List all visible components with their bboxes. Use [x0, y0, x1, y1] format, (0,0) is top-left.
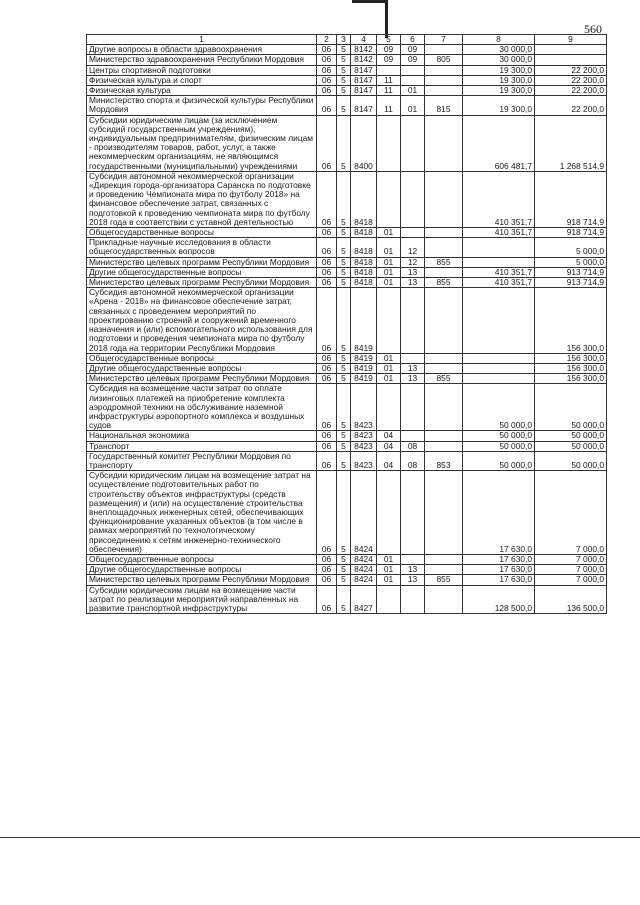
- col-5-cell: 11: [377, 75, 401, 85]
- page-bottom-rule: [0, 837, 640, 838]
- col-3-cell: 5: [337, 238, 351, 257]
- col-3-cell: 5: [337, 278, 351, 288]
- row-name-cell: Субсидии юридическим лицам на возмещение части затрат по реализации мероприятий направленных на развитие транспортной инфраструктуры: [87, 585, 317, 614]
- col-6-cell: 12: [401, 238, 425, 257]
- col-9-amount-cell: 50 000,0: [535, 431, 607, 441]
- col-3-cell: 5: [337, 353, 351, 363]
- col-4-cell: 8147: [351, 75, 377, 85]
- col-7-cell: 853: [425, 451, 463, 470]
- row-name-cell: Другие общегосударственные вопросы: [87, 267, 317, 277]
- row-name-cell: Другие общегосударственные вопросы: [87, 363, 317, 373]
- col-4-cell: 8424: [351, 554, 377, 564]
- row-name-cell: Центры спортивной подготовки: [87, 65, 317, 75]
- col-8-amount-cell: 50 000,0: [463, 431, 535, 441]
- column-header-7: 7: [425, 35, 463, 45]
- col-4-cell: 8147: [351, 65, 377, 75]
- col-9-amount-cell: 22 200,0: [535, 86, 607, 96]
- col-2-cell: 06: [317, 441, 337, 451]
- column-header-9: 9: [535, 35, 607, 45]
- col-8-amount-cell: 410 351,7: [463, 267, 535, 277]
- col-2-cell: 06: [317, 257, 337, 267]
- col-4-cell: 8418: [351, 171, 377, 227]
- col-7-cell: [425, 431, 463, 441]
- col-6-cell: 13: [401, 374, 425, 384]
- col-2-cell: 06: [317, 363, 337, 373]
- col-7-cell: [425, 267, 463, 277]
- row-name-cell: Субсидии юридическим лицам (за исключением субсидий государственным учреждениям), индивидуальным предпринимателям, физическим лицам - производителям товаров, работ, услуг, а также некоммерческим организациям, не являющимся государственными (муниципальными) учреждениями: [87, 115, 317, 171]
- col-2-cell: 06: [317, 384, 337, 431]
- col-4-cell: 8424: [351, 565, 377, 575]
- col-5-cell: 01: [377, 267, 401, 277]
- row-name-cell: Другие общегосударственные вопросы: [87, 565, 317, 575]
- col-5-cell: 01: [377, 374, 401, 384]
- col-9-amount-cell: [535, 55, 607, 65]
- col-7-cell: [425, 228, 463, 238]
- table-row: [87, 384, 607, 431]
- col-5-cell: 11: [377, 86, 401, 96]
- col-9-amount-cell: 22 200,0: [535, 75, 607, 85]
- col-7-cell: [425, 86, 463, 96]
- col-5-cell: 01: [377, 238, 401, 257]
- col-7-cell: [425, 554, 463, 564]
- col-8-amount-cell: [463, 257, 535, 267]
- table-row: [87, 55, 607, 65]
- col-5-cell: [377, 471, 401, 555]
- table-row: [87, 431, 607, 441]
- col-9-amount-cell: [535, 45, 607, 55]
- col-4-cell: 8400: [351, 115, 377, 171]
- table-body: [87, 45, 607, 614]
- col-6-cell: [401, 75, 425, 85]
- row-name-cell: Субсидия автономной некоммерческой организации «Арена - 2018» на финансовое обеспечение затрат, связанных с проведением мероприятий по проектированию строений и сооружений временного назначения и (или) вспомогательного использования для подготовки и проведения чемпионата мира по футболу 2018 года на территории Республики Мордовия: [87, 288, 317, 353]
- col-9-amount-cell: 913 714,9: [535, 267, 607, 277]
- table-row: [87, 471, 607, 555]
- col-6-cell: 12: [401, 257, 425, 267]
- table-row: [87, 45, 607, 55]
- col-7-cell: 855: [425, 575, 463, 585]
- col-3-cell: 5: [337, 96, 351, 115]
- col-5-cell: 04: [377, 431, 401, 441]
- col-3-cell: 5: [337, 575, 351, 585]
- col-9-amount-cell: 7 000,0: [535, 554, 607, 564]
- scan-mark-top: [352, 0, 386, 3]
- col-3-cell: 5: [337, 115, 351, 171]
- column-header-3: 3: [337, 35, 351, 45]
- col-5-cell: 01: [377, 278, 401, 288]
- col-9-amount-cell: 5 000,0: [535, 257, 607, 267]
- budget-table: [86, 34, 607, 614]
- row-name-cell: Прикладные научные исследования в области общегосударственных вопросов: [87, 238, 317, 257]
- col-4-cell: 8419: [351, 353, 377, 363]
- col-8-amount-cell: [463, 238, 535, 257]
- col-7-cell: [425, 471, 463, 555]
- col-6-cell: [401, 471, 425, 555]
- col-5-cell: 01: [377, 228, 401, 238]
- col-4-cell: 8418: [351, 228, 377, 238]
- table-row: [87, 585, 607, 614]
- col-4-cell: 8423: [351, 431, 377, 441]
- table-row: [87, 65, 607, 75]
- col-5-cell: 09: [377, 55, 401, 65]
- col-5-cell: 01: [377, 565, 401, 575]
- col-3-cell: 5: [337, 288, 351, 353]
- row-name-cell: Другие вопросы в области здравоохранения: [87, 45, 317, 55]
- col-8-amount-cell: 128 500,0: [463, 585, 535, 614]
- col-4-cell: 8142: [351, 45, 377, 55]
- col-8-amount-cell: 30 000,0: [463, 55, 535, 65]
- col-4-cell: 8147: [351, 86, 377, 96]
- column-header-6: 6: [401, 35, 425, 45]
- row-name-cell: Общегосударственные вопросы: [87, 353, 317, 363]
- col-2-cell: 06: [317, 278, 337, 288]
- table-row: [87, 238, 607, 257]
- col-2-cell: 06: [317, 267, 337, 277]
- col-5-cell: 01: [377, 575, 401, 585]
- col-4-cell: 8418: [351, 278, 377, 288]
- col-5-cell: 04: [377, 441, 401, 451]
- col-9-amount-cell: 50 000,0: [535, 451, 607, 470]
- col-7-cell: [425, 65, 463, 75]
- col-8-amount-cell: [463, 353, 535, 363]
- col-9-amount-cell: 156 300,0: [535, 353, 607, 363]
- column-header-8: 8: [463, 35, 535, 45]
- col-7-cell: [425, 363, 463, 373]
- col-4-cell: 8424: [351, 471, 377, 555]
- col-6-cell: [401, 115, 425, 171]
- col-8-amount-cell: 50 000,0: [463, 384, 535, 431]
- col-3-cell: 5: [337, 228, 351, 238]
- col-6-cell: [401, 171, 425, 227]
- col-5-cell: [377, 384, 401, 431]
- col-8-amount-cell: 410 351,7: [463, 171, 535, 227]
- col-7-cell: [425, 288, 463, 353]
- col-9-amount-cell: 5 000,0: [535, 238, 607, 257]
- col-4-cell: 8424: [351, 575, 377, 585]
- col-2-cell: 06: [317, 171, 337, 227]
- col-4-cell: 8427: [351, 585, 377, 614]
- row-name-cell: Государственный комитет Республики Мордовия по транспорту: [87, 451, 317, 470]
- table-row: [87, 96, 607, 115]
- header-row: [87, 35, 607, 45]
- col-2-cell: 06: [317, 65, 337, 75]
- col-2-cell: 06: [317, 353, 337, 363]
- col-5-cell: [377, 288, 401, 353]
- col-9-amount-cell: 7 000,0: [535, 575, 607, 585]
- col-2-cell: 06: [317, 374, 337, 384]
- col-9-amount-cell: 913 714,9: [535, 278, 607, 288]
- col-9-amount-cell: 7 000,0: [535, 565, 607, 575]
- table-row: [87, 267, 607, 277]
- col-6-cell: [401, 431, 425, 441]
- col-6-cell: 13: [401, 267, 425, 277]
- col-3-cell: 5: [337, 267, 351, 277]
- table-row: [87, 554, 607, 564]
- col-4-cell: 8419: [351, 374, 377, 384]
- column-header-2: 2: [317, 35, 337, 45]
- col-2-cell: 06: [317, 565, 337, 575]
- col-3-cell: 5: [337, 86, 351, 96]
- row-name-cell: Общегосударственные вопросы: [87, 228, 317, 238]
- col-6-cell: 13: [401, 278, 425, 288]
- col-4-cell: 8419: [351, 288, 377, 353]
- col-8-amount-cell: 50 000,0: [463, 451, 535, 470]
- col-2-cell: 06: [317, 86, 337, 96]
- col-4-cell: 8423: [351, 441, 377, 451]
- col-9-amount-cell: 1 268 514,9: [535, 115, 607, 171]
- table-row: [87, 278, 607, 288]
- col-3-cell: 5: [337, 65, 351, 75]
- row-name-cell: Национальная экономика: [87, 431, 317, 441]
- col-8-amount-cell: 19 300,0: [463, 86, 535, 96]
- col-6-cell: 09: [401, 45, 425, 55]
- row-name-cell: Министерство целевых программ Республики Мордовия: [87, 575, 317, 585]
- row-name-cell: Субсидии юридическим лицам на возмещение затрат на осуществление подготовительных работ по строительству объектов инфраструктуры (средств размещения) и (или) на осуществление строительства внеплощадочных инженерных сетей, обеспечивающих функционирование указанных объектов (в том числе в рамках мероприятий по технологическому присоединению к сетям инженерно-технического обеспечения): [87, 471, 317, 555]
- col-2-cell: 06: [317, 288, 337, 353]
- col-8-amount-cell: 17 630,0: [463, 565, 535, 575]
- row-name-cell: Физическая культура: [87, 86, 317, 96]
- table-row: [87, 115, 607, 171]
- col-4-cell: 8418: [351, 257, 377, 267]
- col-5-cell: [377, 115, 401, 171]
- col-2-cell: 06: [317, 96, 337, 115]
- col-4-cell: 8419: [351, 363, 377, 373]
- row-name-cell: Субсидия автономной некоммерческой организации «Дирекция города-организатора Саранска по подготовке и проведению Чемпионата мира по футболу 2018» на финансовое обеспечение затрат, связанных с подготовкой к проведению чемпионата мира по футболу 2018 года в соответствии с уставной деятельностью: [87, 171, 317, 227]
- col-7-cell: [425, 171, 463, 227]
- col-2-cell: 06: [317, 45, 337, 55]
- col-2-cell: 06: [317, 451, 337, 470]
- col-5-cell: 01: [377, 554, 401, 564]
- col-3-cell: 5: [337, 363, 351, 373]
- row-name-cell: Министерство здравоохранения Республики Мордовия: [87, 55, 317, 65]
- col-9-amount-cell: 50 000,0: [535, 441, 607, 451]
- row-name-cell: Транспорт: [87, 441, 317, 451]
- table-row: [87, 228, 607, 238]
- col-8-amount-cell: 17 630,0: [463, 471, 535, 555]
- col-7-cell: [425, 441, 463, 451]
- col-6-cell: 13: [401, 575, 425, 585]
- col-6-cell: [401, 228, 425, 238]
- col-8-amount-cell: 17 630,0: [463, 575, 535, 585]
- col-5-cell: 04: [377, 451, 401, 470]
- col-3-cell: 5: [337, 75, 351, 85]
- table-row: [87, 86, 607, 96]
- scan-mark-vertical: [385, 0, 388, 38]
- col-6-cell: 08: [401, 451, 425, 470]
- col-2-cell: 06: [317, 431, 337, 441]
- col-6-cell: [401, 288, 425, 353]
- col-8-amount-cell: 19 300,0: [463, 65, 535, 75]
- row-name-cell: Министерство целевых программ Республики Мордовия: [87, 257, 317, 267]
- col-3-cell: 5: [337, 431, 351, 441]
- col-4-cell: 8418: [351, 267, 377, 277]
- table-row: [87, 353, 607, 363]
- col-2-cell: 06: [317, 238, 337, 257]
- col-9-amount-cell: 7 000,0: [535, 471, 607, 555]
- col-3-cell: 5: [337, 45, 351, 55]
- col-7-cell: 805: [425, 55, 463, 65]
- row-name-cell: Министерство целевых программ Республики Мордовия: [87, 278, 317, 288]
- col-8-amount-cell: 410 351,7: [463, 228, 535, 238]
- col-3-cell: 5: [337, 384, 351, 431]
- col-2-cell: 06: [317, 55, 337, 65]
- col-6-cell: [401, 65, 425, 75]
- col-6-cell: 09: [401, 55, 425, 65]
- col-3-cell: 5: [337, 585, 351, 614]
- col-7-cell: [425, 75, 463, 85]
- col-9-amount-cell: 156 300,0: [535, 374, 607, 384]
- col-5-cell: 09: [377, 45, 401, 55]
- table-row: [87, 171, 607, 227]
- col-7-cell: [425, 585, 463, 614]
- row-name-cell: Физическая культура и спорт: [87, 75, 317, 85]
- col-6-cell: 13: [401, 363, 425, 373]
- col-9-amount-cell: 22 200,0: [535, 96, 607, 115]
- row-name-cell: Общегосударственные вопросы: [87, 554, 317, 564]
- table-row: [87, 565, 607, 575]
- col-8-amount-cell: [463, 374, 535, 384]
- col-7-cell: 855: [425, 278, 463, 288]
- col-5-cell: 01: [377, 353, 401, 363]
- col-8-amount-cell: 50 000,0: [463, 441, 535, 451]
- row-name-cell: Министерство спорта и физической культуры Республики Мордовия: [87, 96, 317, 115]
- col-3-cell: 5: [337, 374, 351, 384]
- col-7-cell: [425, 238, 463, 257]
- col-3-cell: 5: [337, 554, 351, 564]
- col-9-amount-cell: 136 500,0: [535, 585, 607, 614]
- table-row: [87, 441, 607, 451]
- col-7-cell: [425, 565, 463, 575]
- col-6-cell: 01: [401, 96, 425, 115]
- col-5-cell: 11: [377, 96, 401, 115]
- table-row: [87, 288, 607, 353]
- col-6-cell: [401, 585, 425, 614]
- col-5-cell: [377, 171, 401, 227]
- col-8-amount-cell: [463, 288, 535, 353]
- col-7-cell: 855: [425, 257, 463, 267]
- col-4-cell: 8142: [351, 55, 377, 65]
- col-7-cell: 815: [425, 96, 463, 115]
- col-2-cell: 06: [317, 471, 337, 555]
- table-row: [87, 374, 607, 384]
- col-9-amount-cell: 22 200,0: [535, 65, 607, 75]
- col-2-cell: 06: [317, 115, 337, 171]
- column-header-1: 1: [87, 35, 317, 45]
- col-5-cell: 01: [377, 257, 401, 267]
- col-7-cell: [425, 115, 463, 171]
- col-6-cell: [401, 384, 425, 431]
- col-7-cell: 855: [425, 374, 463, 384]
- col-2-cell: 06: [317, 585, 337, 614]
- col-5-cell: [377, 585, 401, 614]
- col-3-cell: 5: [337, 441, 351, 451]
- col-9-amount-cell: 918 714,9: [535, 228, 607, 238]
- col-8-amount-cell: 606 481,7: [463, 115, 535, 171]
- col-3-cell: 5: [337, 171, 351, 227]
- col-9-amount-cell: 156 300,0: [535, 363, 607, 373]
- col-3-cell: 5: [337, 565, 351, 575]
- col-8-amount-cell: 19 300,0: [463, 96, 535, 115]
- col-2-cell: 06: [317, 554, 337, 564]
- col-7-cell: [425, 384, 463, 431]
- col-9-amount-cell: 156 300,0: [535, 288, 607, 353]
- col-4-cell: 8423: [351, 451, 377, 470]
- col-6-cell: 01: [401, 86, 425, 96]
- table-row: [87, 363, 607, 373]
- col-6-cell: [401, 353, 425, 363]
- col-8-amount-cell: 19 300,0: [463, 75, 535, 85]
- col-2-cell: 06: [317, 228, 337, 238]
- column-header-5: 5: [377, 35, 401, 45]
- col-5-cell: [377, 65, 401, 75]
- table-row: [87, 257, 607, 267]
- table-row: [87, 75, 607, 85]
- col-6-cell: 08: [401, 441, 425, 451]
- col-3-cell: 5: [337, 471, 351, 555]
- col-4-cell: 8423: [351, 384, 377, 431]
- col-8-amount-cell: 30 000,0: [463, 45, 535, 55]
- col-4-cell: 8147: [351, 96, 377, 115]
- col-3-cell: 5: [337, 451, 351, 470]
- col-3-cell: 5: [337, 257, 351, 267]
- col-8-amount-cell: 410 351,7: [463, 278, 535, 288]
- row-name-cell: Субсидия на возмещение части затрат по оплате лизинговых платежей на приобретение комплекта аэродромной техники на обслуживание наземной инфраструктуры аэропортного комплекса и воздушных судов: [87, 384, 317, 431]
- table-row: [87, 575, 607, 585]
- col-6-cell: [401, 554, 425, 564]
- col-8-amount-cell: [463, 363, 535, 373]
- col-6-cell: 13: [401, 565, 425, 575]
- row-name-cell: Министерство целевых программ Республики Мордовия: [87, 374, 317, 384]
- col-3-cell: 5: [337, 55, 351, 65]
- col-9-amount-cell: 918 714,9: [535, 171, 607, 227]
- page-number: 560: [584, 22, 602, 36]
- col-4-cell: 8418: [351, 238, 377, 257]
- col-5-cell: 01: [377, 363, 401, 373]
- col-7-cell: [425, 353, 463, 363]
- col-2-cell: 06: [317, 75, 337, 85]
- col-2-cell: 06: [317, 575, 337, 585]
- col-9-amount-cell: 50 000,0: [535, 384, 607, 431]
- col-7-cell: [425, 45, 463, 55]
- col-8-amount-cell: 17 630,0: [463, 554, 535, 564]
- column-header-4: 4: [351, 35, 377, 45]
- table-row: [87, 451, 607, 470]
